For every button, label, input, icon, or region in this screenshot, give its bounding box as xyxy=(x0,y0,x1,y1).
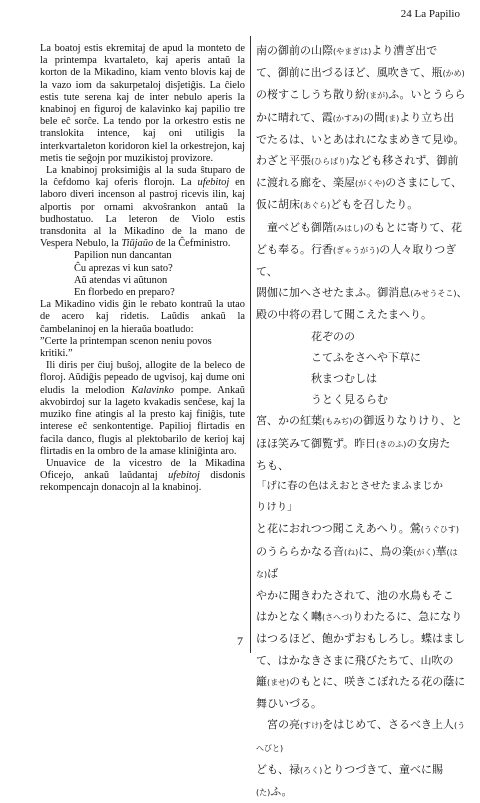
paragraph-2: La knabinoj proksimiĝis al la suda ŝtuparo de la ĉefdomo kaj oferis florojn. La ufebitoj en laboro diveri incenson al pastroj ricevis ilin, kaj alportis por ornami akvoŝrankon antaŭ la budhostatuo. La leteron de Violo estis transdonita al la Mikadino de la mano de Vespera Nebulo, la Tiūjaŭo de la Ĉefministro. xyxy=(40,165,245,250)
jp-line: 童べども御階(みはし)のもとに寄りて、花 xyxy=(267,220,463,234)
paragraph-4: Ili diris per ĉiuj buŝoj, allogite de la beleco de floroj. Aŭdiĝis pepeado de ugvisoj, kaj dume oni eludis la melodion Kalavinko pompe. Ankaŭ akvobirdoj sur la lageto kvakadis senĉese, kaj la muziko fine atingis al la presto kaj finiĝis, tute interese eĉ senkontentige. Papilioj flirtadis en facila danco, flugis al plektobarilo de kerioj kaj flirtadis en la ombro de la amase kliniĝinta aro. xyxy=(40,360,245,457)
jp-poem-line: うとく見るらむ xyxy=(311,393,388,407)
paragraph-3: La Mikadino vidis ĝin le rebato kontraŭ la utao de acero kaj ridetis. Laŭdis ankaŭ la ĉambelaninoj en la hieraŭa boatludo: xyxy=(40,299,245,335)
term-kalavinko: Kalavinko xyxy=(131,384,174,396)
jp-line: ども奉る。行香(ぎゃうがう)の人々取りつぎて、 xyxy=(256,242,457,279)
jp-poem-line: 花ぞのの xyxy=(311,329,355,343)
poem-line: Papilion nun dancantan xyxy=(74,250,172,262)
jp-line: のうららかなる音(ね)に、鳥の楽(がく)華(はな)ば xyxy=(256,544,458,580)
jp-line: はかとなく囀(さへづ)りわたるに、急になり xyxy=(256,610,463,624)
jp-line: ほほ笑みて御覧ず。昨日(きのふ)の女房た xyxy=(256,436,451,450)
poem xyxy=(74,250,245,299)
jp-line: 南の御前の山際(やまぎは)より漕ぎ出で xyxy=(256,44,438,57)
jp-line: 仮に胡床(あぐら)どもを召したり。 xyxy=(256,198,419,212)
quote: ”Certe la printempan scenon neniu povos kritiki.” xyxy=(40,335,212,360)
jp-line: でたるは、いとあはれになまめきて見ゆ。 xyxy=(256,132,465,146)
column-divider xyxy=(250,36,251,653)
poem-line: Ĉu aprezas vi kun sato? xyxy=(74,262,173,274)
term-tiujauo: Tiūjaŭo xyxy=(121,238,154,250)
paragraph-5: Unuavice de la vicestro de la Mikadina Oficejo, ankaŭ laŭdantaj ufebitoj disdonis rekompencajn donacojn al la knabinoj. xyxy=(40,457,245,494)
jp-line: やかに聞きわたされて、池の水鳥もそこ xyxy=(256,589,454,603)
running-header: 24 La Papilio xyxy=(400,8,460,20)
jp-line: 籬(ませ)のもとに、咲きこぼれたる花の蔭に xyxy=(256,674,466,688)
jp-line: 宮の亮(すけ)をはじめて、さるべき上人(うへびと) xyxy=(256,718,466,753)
jp-line: と花におれつつ聞こえあへり。鶯(うぐひす) xyxy=(256,522,460,536)
jp-quote: りけり」 xyxy=(256,501,298,514)
japanese-column xyxy=(256,40,468,803)
jp-line: て、御前に出づるほど、風吹きて、瓶(かめ) xyxy=(256,66,465,80)
jp-line: 宮、かの紅葉(もみぢ)の御返りなりけり、と xyxy=(256,414,463,428)
term-ufebitoj: ufebitoj xyxy=(197,177,230,189)
jp-poem-line: 秋まつむしは xyxy=(311,372,377,386)
jp-line: (た)ふ。 xyxy=(256,784,293,798)
jp-line: はつるほど、飽かずおもしろし。蝶はまし xyxy=(256,632,465,646)
esperanto-column xyxy=(40,43,245,495)
jp-line: に渡れる廊を、楽屋(がくや)のさまにして、 xyxy=(256,176,463,190)
poem-line: Aŭ atendas vi aŭtunon xyxy=(74,274,168,286)
jp-line: ちも、 xyxy=(256,458,289,472)
jp-line: 閼伽に加へさせたまふ。御消息(みせうそこ)、 xyxy=(256,286,468,300)
jp-line: 殿の中将の君して聞こえたまへり。 xyxy=(256,308,432,322)
jp-line: わざと平張(ひらばり)なども移されず、御前 xyxy=(256,154,459,168)
term-ufebitoj: ufebitoj xyxy=(168,470,200,482)
jp-poem-line: こてふをさへや下草に xyxy=(311,350,421,364)
jp-line: かに晴れて、霞(かすみ)の間(ま)より立ち出 xyxy=(256,110,455,124)
jp-line: 舞ひいづる。 xyxy=(256,697,322,711)
jp-quote: 「げに春の色はえおとさせたまふまじか xyxy=(256,480,444,493)
poem-line: En florbedo en preparo? xyxy=(74,287,175,299)
page-number: 7 xyxy=(237,634,243,648)
paragraph-1: La boatoj estis ekremitaj de apud la monteto de la printempa kvartaleto, kaj aperis antaŭ la korton de la Mikadino, kiam vento blovis kaj de la vazo iom da sakurpetaloj disĵetiĝis. La ĉielo estis tute serena kaj de inter nebulo aperis la knabinoj en figuroj de kalavinko kaj papilio tre bele eĉ sorĉe. La tendo por la orkestro estis ne translokita intence, kaj oni utiligis la interkvartaleton koridoron kiel la orkestrejon, kaj metis tie seĝojn por muzikistoj provizore. xyxy=(40,43,245,164)
jp-line: ども、禄(ろく)とりつづきて、童べに賜 xyxy=(256,762,444,776)
jp-line: の桜すこしうち散り紛(まが)ふ。いとうらら xyxy=(256,88,466,102)
jp-line: て、はかなきさまに飛びたちて、山吹の xyxy=(256,653,454,667)
